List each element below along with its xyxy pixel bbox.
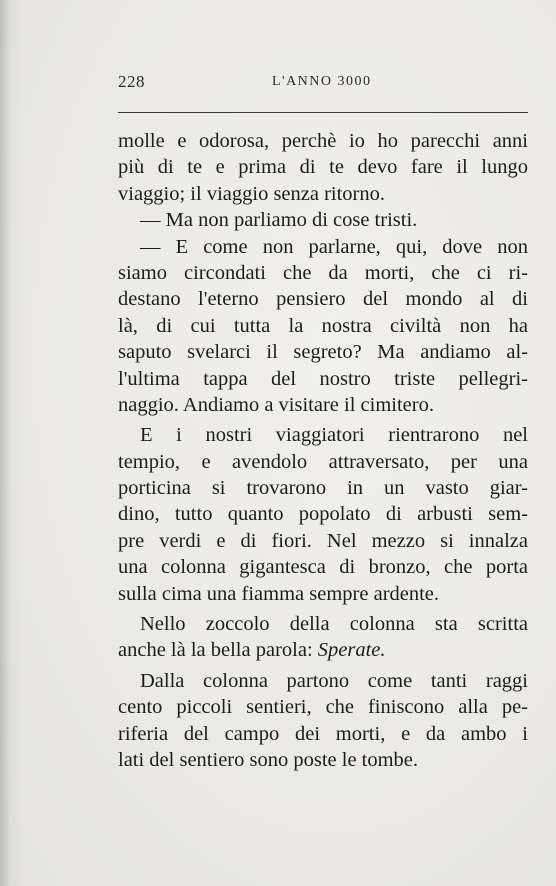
text-line: porticina si trovarono in un vasto giar- — [118, 477, 528, 500]
page-header — [118, 72, 528, 96]
text-line: l'ultima tappa del nostro triste pellegri- — [118, 367, 528, 390]
text-line: una colonna gigantesca di bronzo, che porta — [118, 556, 528, 579]
text-line: più di te e prima di te devo fare il lungo — [118, 156, 528, 179]
text-line — [118, 637, 528, 663]
text-line-start: anche là la bella parola: — [118, 639, 313, 662]
text-line: Nello zoccolo della colonna sta scritta — [140, 613, 528, 636]
text-line: là, di cui tutta la nostra civiltà non ha — [118, 314, 528, 337]
italic-word: Sperate. — [317, 639, 386, 662]
text-line: sulla cima una fiamma sempre ardente. — [118, 582, 440, 605]
text-line: E i nostri viaggiatori rientrarono nel — [140, 424, 528, 447]
text-line: naggio. Andiamo a visitare il cimitero. — [118, 393, 434, 416]
text-line: molle e odorosa, perchè io ho parecchi anni — [118, 130, 528, 152]
page-number: 228 — [118, 72, 145, 91]
body-text — [118, 128, 528, 773]
text-line: pre verdi e di fiori. Nel mezzo si innalza — [118, 529, 528, 552]
text-line: — E come non parlarne, qui, dove non — [140, 235, 528, 258]
text-line: Dalla colonna partono come tanti raggi — [140, 669, 528, 692]
header-rule — [118, 112, 528, 113]
text-line: saputo svelarci il segreto? Ma andiamo al- — [118, 341, 528, 364]
text-line: riferia del campo dei morti, e da ambo i — [118, 722, 528, 745]
text-line: cento piccoli sentieri, che finiscono alla pe- — [118, 696, 528, 719]
text-line: viaggio; il viaggio senza ritorno. — [118, 182, 386, 205]
text-line: dino, tutto quanto popolato di arbusti sem- — [118, 503, 528, 526]
text-line: tempio, e avendolo attraversato, per una — [118, 450, 528, 473]
text-line: lati del sentiero sono poste le tombe. — [118, 748, 419, 771]
text-line: — Ma non parliamo di cose tristi. — [140, 209, 418, 232]
running-title: L'ANNO 3000 — [272, 74, 372, 89]
text-line: siamo circondati che da morti, che ci ri- — [118, 261, 528, 284]
text-line: destano l'eterno pensiero del mondo al di — [118, 288, 528, 311]
